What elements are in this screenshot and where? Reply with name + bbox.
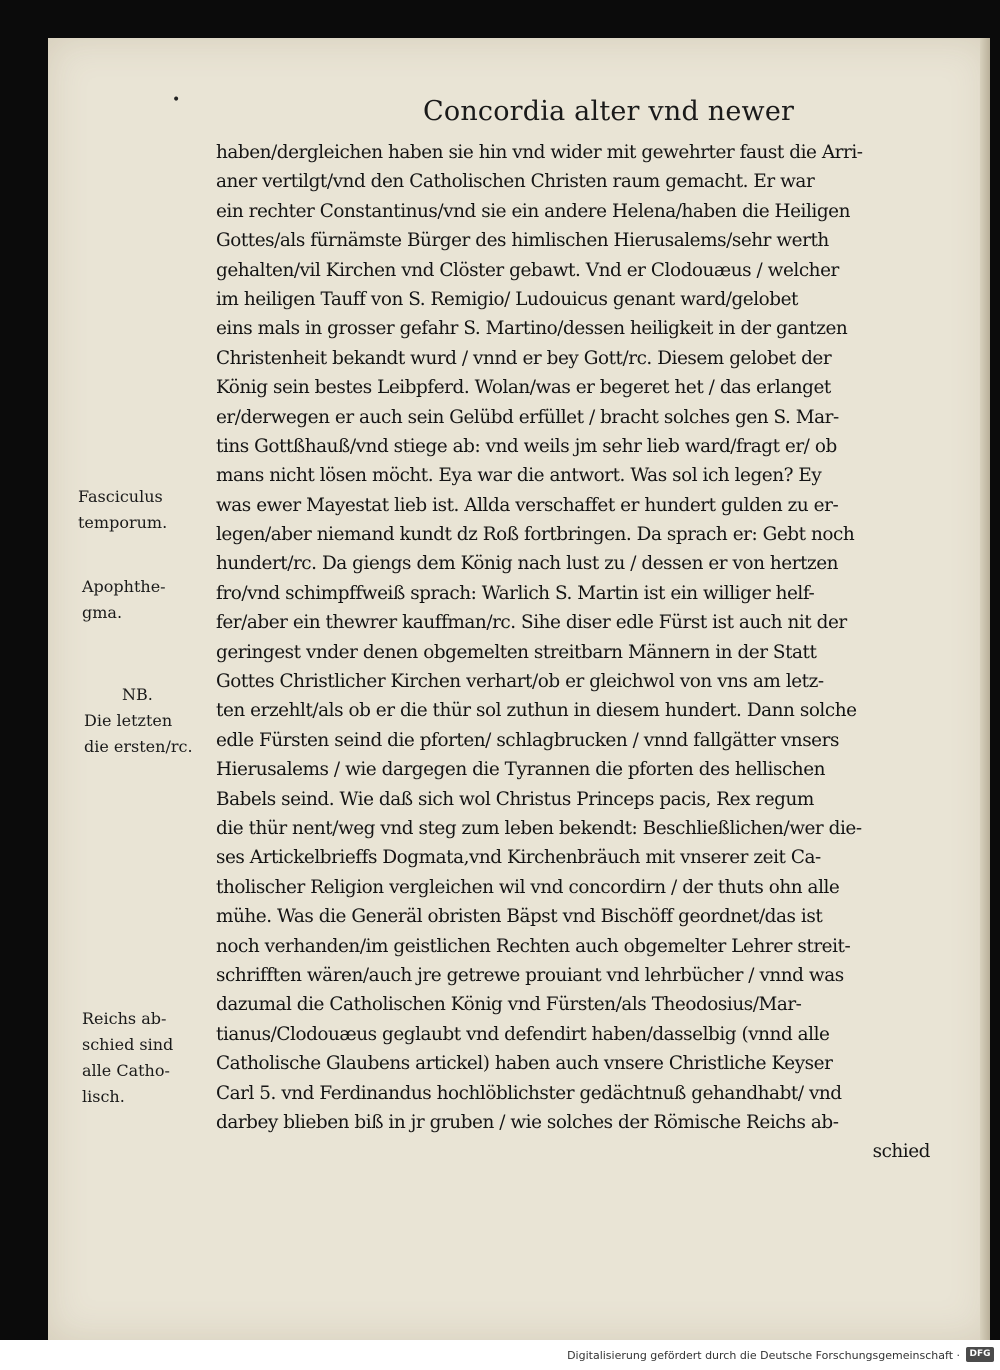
marginal-line: Reichs ab- — [82, 1009, 167, 1028]
text-line: gehalten/vil Kirchen vnd Clöster gebawt. Vnd er Clodouæus / welcher — [216, 259, 839, 281]
marginal-line: temporum. — [78, 513, 168, 532]
catchword: schied — [872, 1141, 930, 1163]
text-line: Catholische Glaubens artickel) haben auch vnsere Christliche Keyser — [216, 1053, 833, 1075]
text-line: noch verhanden/im geistlichen Rechten auch obgemelter Lehrer streit- — [216, 935, 851, 957]
text-line: ses Artickelbrieffs Dogmata,vnd Kirchenbräuch mit vnserer zeit Ca- — [216, 847, 821, 869]
running-head: Concordia alter vnd newer — [423, 96, 795, 127]
marginal-line: lisch. — [82, 1087, 125, 1106]
text-line: Gottes Christlicher Kirchen verhart/ob er gleichwol von vns am letz- — [216, 671, 824, 693]
ink-dot: • — [172, 92, 181, 108]
marginal-note-fasciculus — [78, 484, 167, 536]
text-line: hundert/rc. Da giengs dem König nach lust zu / dessen er von hertzen — [216, 553, 839, 575]
text-line: Carl 5. vnd Ferdinandus hochlöblichster gedächtnuß gehandhabt/ vnd — [216, 1082, 842, 1104]
marginal-line: die ersten/rc. — [84, 737, 193, 756]
body-text — [216, 138, 960, 1167]
text-line: fer/aber ein thewrer kauffman/rc. Sihe diser edle Fürst ist auch nit der — [216, 612, 847, 634]
page-edge — [980, 38, 990, 1340]
text-line: eins mals in grosser gefahr S. Martino/dessen heiligkeit in der gantzen — [216, 318, 848, 340]
text-line: tins Gottßhauß/vnd stiege ab: vnd weils jm sehr lieb ward/fragt er/ ob — [216, 435, 837, 457]
marginal-note-nb — [84, 682, 193, 760]
text-line: edle Fürsten seind die pforten/ schlagbrucken / vnnd fallgätter vnsers — [216, 729, 839, 751]
text-line: die thür nent/weg vnd steg zum leben bekendt: Beschließlichen/wer die- — [216, 817, 862, 839]
text-line: mans nicht lösen möcht. Eya war die antwort. Was sol ich legen? Ey — [216, 465, 822, 487]
text-line: Gottes/als fürnämste Bürger des himlischen Hierusalems/sehr werth — [216, 230, 829, 252]
text-line: tholischer Religion vergleichen wil vnd concordirn / der thuts ohn alle — [216, 876, 840, 898]
dfg-logo: DFG — [966, 1347, 994, 1362]
text-line: schrifften wären/auch jre getrewe prouiant vnd lehrbücher / vnnd was — [216, 964, 844, 986]
text-line: Babels seind. Wie daß sich wol Christus Princeps pacis, Rex regum — [216, 788, 814, 810]
marginal-note-reichsabschied — [82, 1006, 173, 1110]
book-page — [48, 38, 990, 1340]
text-line: aner vertilgt/vnd den Catholischen Christen raum gemacht. Er war — [216, 171, 815, 193]
text-line: Christenheit bekandt wurd / vnnd er bey Gott/rc. Diesem gelobet der — [216, 347, 832, 369]
text-line: mühe. Was die Generäl obristen Bäpst vnd Bischöff geordnet/das ist — [216, 906, 823, 928]
marginal-line: gma. — [82, 603, 123, 622]
text-line: Hierusalems / wie dargegen die Tyrannen die pforten des hellischen — [216, 759, 826, 781]
text-line: ein rechter Constantinus/vnd sie ein andere Helena/haben die Heiligen — [216, 200, 850, 222]
funding-notice: Digitalisierung gefördert durch die Deutsche Forschungsgemeinschaft · — [567, 1349, 960, 1362]
text-line: ten erzehlt/als ob er die thür sol zuthun in diesem hundert. Dann solche — [216, 700, 857, 722]
text-line: fro/vnd schimpffweiß sprach: Warlich S. Martin ist ein williger helf- — [216, 582, 815, 604]
text-line: darbey blieben biß in jr gruben / wie solches der Römische Reichs ab- — [216, 1111, 839, 1133]
text-line: haben/dergleichen haben sie hin vnd wider mit gewehrter faust die Arri- — [216, 142, 863, 163]
text-line: tianus/Clodouæus geglaubt vnd defendirt haben/dasselbig (vnnd alle — [216, 1023, 830, 1045]
text-line: König sein bestes Leibpferd. Wolan/was er begeret het / das erlanget — [216, 377, 831, 399]
footer-bar — [0, 1340, 1000, 1370]
marginal-line: Die letzten — [84, 711, 173, 730]
marginal-line: Fasciculus — [78, 487, 163, 506]
text-line: er/derwegen er auch sein Gelübd erfüllet / bracht solches gen S. Mar- — [216, 406, 839, 428]
marginal-line: NB. — [122, 685, 153, 704]
marginal-line: Apophthe- — [82, 577, 166, 596]
text-line: dazumal die Catholischen König vnd Fürsten/als Theodosius/Mar- — [216, 994, 802, 1016]
text-line: was ewer Mayestat lieb ist. Allda verschaffet er hundert gulden zu er- — [216, 494, 839, 516]
text-line: geringest vnder denen obgemelten streitbarn Männern in der Statt — [216, 641, 817, 663]
marginal-note-apophthegma — [82, 574, 166, 626]
text-line: im heiligen Tauff von S. Remigio/ Ludouicus genant ward/gelobet — [216, 288, 798, 310]
marginal-line: schied sind — [82, 1035, 174, 1054]
marginal-line: alle Catho- — [82, 1061, 170, 1080]
text-line: legen/aber niemand kundt dz Roß fortbringen. Da sprach er: Gebt noch — [216, 524, 855, 546]
